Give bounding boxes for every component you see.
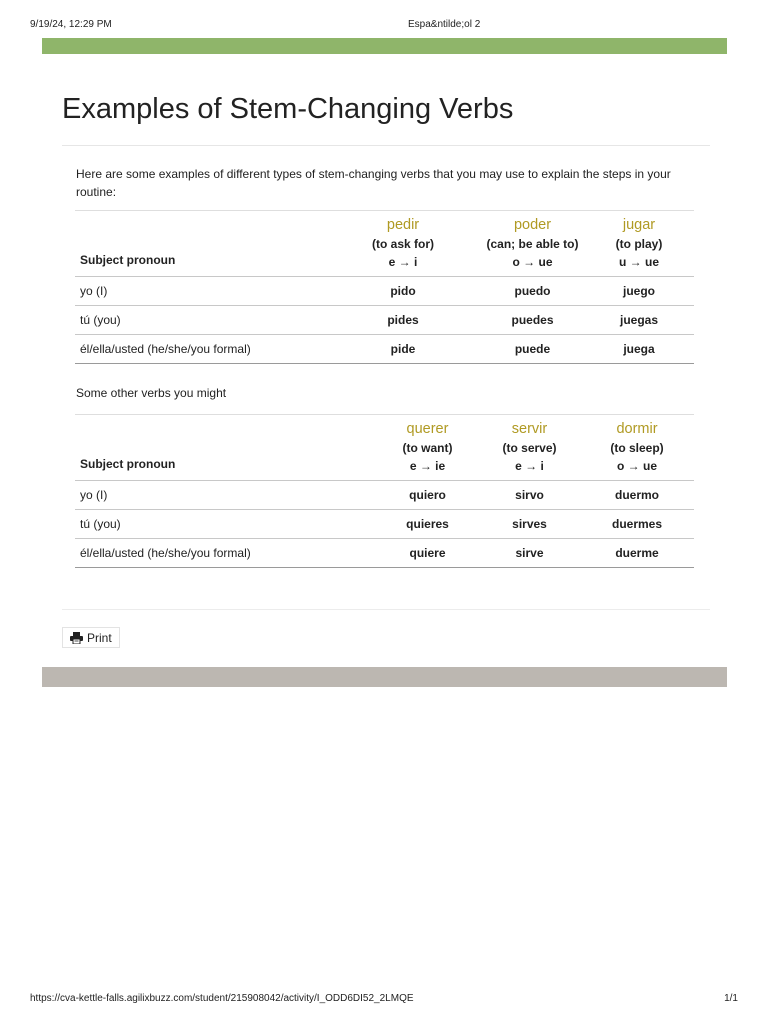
pronoun-cell: tú (you) — [75, 306, 325, 335]
verb-stem-change: o → ue — [616, 459, 657, 473]
verb-meaning: (to want) — [402, 441, 453, 455]
verb-column-header — [376, 415, 479, 481]
verb-meaning: (to ask for) — [371, 237, 434, 251]
verb-meaning: (can; be able to) — [486, 237, 579, 251]
table-header-row — [75, 415, 694, 481]
conjugation-cell: puedo — [481, 277, 584, 306]
verb-stem-change: e → i — [388, 255, 418, 269]
pronoun-cell: tú (you) — [75, 510, 376, 539]
conjugation-cell: pide — [325, 335, 481, 364]
subject-pronoun-header: Subject pronoun — [75, 415, 376, 481]
conjugation-cell: sirve — [479, 539, 580, 568]
stem-changing-verbs-table — [75, 210, 694, 364]
verb-meaning: (to sleep) — [610, 441, 664, 455]
verb-infinitive: servir — [511, 421, 548, 437]
verb-infinitive: querer — [406, 421, 449, 437]
table-row — [75, 510, 694, 539]
conjugation-cell: puedes — [481, 306, 584, 335]
table-row — [75, 306, 694, 335]
print-button-label: Print — [87, 630, 112, 645]
table-row — [75, 335, 694, 364]
conjugation-cell: pido — [325, 277, 481, 306]
footer-divider — [62, 609, 710, 610]
conjugation-cell: quiero — [376, 481, 479, 510]
page-title: Examples of Stem-Changing Verbs — [62, 93, 514, 125]
conjugation-cell: duermes — [580, 510, 694, 539]
conjugation-cell: pides — [325, 306, 481, 335]
page-number: 1/1 — [724, 993, 738, 1004]
pronoun-cell: él/ella/usted (he/she/you formal) — [75, 539, 376, 568]
verb-column-header — [584, 211, 694, 277]
table-row — [75, 277, 694, 306]
subject-pronoun-header: Subject pronoun — [75, 211, 325, 277]
table-header-row — [75, 211, 694, 277]
other-verbs-text: Some other verbs you might — [76, 386, 227, 400]
verb-infinitive: jugar — [622, 217, 656, 233]
verb-stem-change: e → i — [515, 459, 544, 473]
pronoun-cell: yo (I) — [75, 481, 376, 510]
conjugation-cell: juego — [584, 277, 694, 306]
print-footer — [30, 993, 738, 1007]
conjugation-cell: quiere — [376, 539, 479, 568]
conjugation-cell: juega — [584, 335, 694, 364]
table-row — [75, 539, 694, 568]
verb-infinitive: poder — [513, 217, 552, 233]
page-url: https://cva-kettle-falls.agilixbuzz.com/student/215908042/activity/I_ODD6DI52_2LMQE — [30, 993, 414, 1004]
title-divider — [62, 145, 710, 146]
conjugation-cell: duermo — [580, 481, 694, 510]
verb-stem-change: o → ue — [512, 255, 553, 269]
verb-column-header — [325, 211, 481, 277]
conjugation-cell: juegas — [584, 306, 694, 335]
verb-meaning: (to play) — [615, 237, 663, 251]
conjugation-cell: duerme — [580, 539, 694, 568]
printer-icon — [70, 632, 83, 644]
intro-paragraph: Here are some examples of different types of stem-changing verbs that you may use to explain the steps in your routine: — [76, 167, 671, 199]
verb-column-header — [479, 415, 580, 481]
conjugation-cell: quieres — [376, 510, 479, 539]
verb-stem-change: u → ue — [618, 255, 659, 269]
other-stem-changing-verbs-table — [75, 414, 694, 568]
table-row — [75, 481, 694, 510]
verb-infinitive: pedir — [386, 217, 420, 233]
pronoun-cell: él/ella/usted (he/she/you formal) — [75, 335, 325, 364]
conjugation-cell: puede — [481, 335, 584, 364]
conjugation-cell: sirvo — [479, 481, 580, 510]
print-datetime: 9/19/24, 12:29 PM — [30, 19, 112, 30]
verb-column-header — [580, 415, 694, 481]
top-banner-bar — [42, 38, 727, 54]
verb-column-header — [481, 211, 584, 277]
pronoun-cell: yo (I) — [75, 277, 325, 306]
verb-infinitive: dormir — [616, 421, 658, 437]
print-button[interactable] — [62, 627, 120, 648]
print-doc-title: Espa&ntilde;ol 2 — [408, 19, 481, 30]
verb-meaning: (to serve) — [502, 441, 557, 455]
conjugation-cell: sirves — [479, 510, 580, 539]
print-header — [30, 19, 738, 33]
verb-stem-change: e → ie — [409, 459, 446, 473]
bottom-banner-bar — [42, 667, 727, 687]
